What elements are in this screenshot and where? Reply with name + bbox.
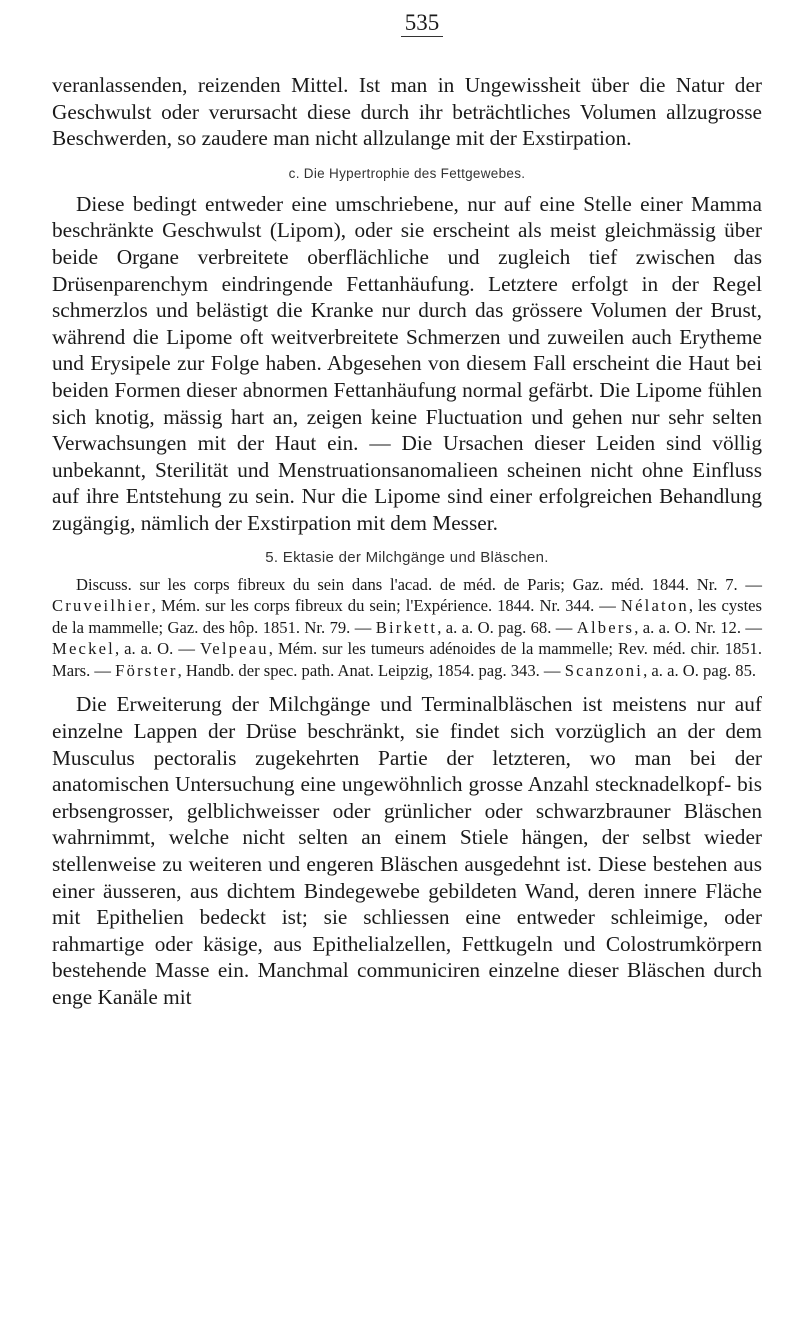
reference-author: Nélaton	[620, 596, 689, 616]
reference-text: , a. a. O. Nr. 12. —	[634, 617, 762, 637]
reference-text: , a. a. O. pag. 85.	[643, 660, 757, 680]
reference-text: , Mém. sur les tumeurs adénoides de la mammelle; Rev. méd. chir. 1851. Mars. —	[52, 639, 762, 680]
paragraph-lipom: Diese bedingt entweder eine umschriebene, nur auf eine Stelle einer Mamma beschränkte Geschwulst (Lipom), oder sie erscheint als meist gleichmässig über beide Organe verbreitete oberflächliche und zugleich tief zwischen das Drüsenparenchym eindringende Fettanhäufung. Letztere erfolgt in der Regel schmerzlos und belästigt die Kranke nur durch das grössere Volumen der Brust, während die Lipome oft weitverbreitete Schmerzen und zuweilen auch Erytheme und Erysipele zur Folge haben. Abgesehen von diesem Fall erscheint die Haut bei beiden Formen dieser abnormen Fettanhäufung normal gefärbt. Die Lipome fühlen sich knotig, mässig hart an, zeigen keine Fluctuation und gehen nur sehr selten Verwachsungen mit der Haut ein. — Die Ursachen dieser Leiden sind völlig unbekannt, Sterilität und Menstruationsanomalieen scheinen nicht ohne Einfluss auf ihre Entstehung zu sein. Nur die Lipome sind einer erfolgreichen Behandlung zugängig, nämlich der Exstirpation mit dem Messer.	[52, 191, 762, 535]
reference-author: Scanzoni	[564, 660, 644, 680]
reference-text: , a. a. O. —	[114, 639, 200, 659]
section-heading-ektasie: 5. Ektasie der Milchgänge und Bläschen.	[265, 548, 549, 566]
reference-text: Discuss. sur les corps fibreux du sein dans l'acad. de méd. de Paris; Gaz. méd. 1844. Nr. 7. —	[76, 574, 762, 594]
paragraph-milchgaenge: Die Erweiterung der Milchgänge und Terminalbläschen ist meistens nur auf einzelne Lappen der Drüse beschränkt, sie findet sich vorzüglich an der dem Musculus pectoralis zugekehrten Partie der letzteren, wo man bei der anatomischen Untersuchung eine ungewöhnlich grosse Anzahl stecknadelkopf- bis erbsengrosser, gelblichweisser oder grünlicher oder schwarzbrauner Bläschen wahrnimmt, welche nicht selten an einem Stiele hängen, der selbst wieder stellenweise zu weiteren und engeren Bläschen ausgedehnt ist. Diese bestehen aus einer äusseren, aus dichtem Bindegewebe gebildeten Wand, deren innere Fläche mit Epithelien bedeckt ist; sie schliessen eine entweder schleimige, oder rahmartige oder käsige, aus Epithelialzellen, Fettkugeln und Colostrumkörpern bestehende Masse ein. Manchmal communiciren einzelne dieser Bläschen durch enge Kanäle mit	[52, 692, 762, 1009]
reference-author: Velpeau	[199, 639, 269, 659]
reference-author: Albers	[576, 617, 635, 637]
reference-author: Meckel	[52, 639, 115, 659]
reference-text: , Mém. sur les corps fibreux du sein; l'Expérience. 1844. Nr. 344. —	[151, 596, 621, 616]
reference-text: , Handb. der spec. path. Anat. Leipzig, 1854. pag. 343. —	[177, 660, 565, 680]
references-block	[52, 574, 762, 682]
reference-text: , a. a. O. pag. 68. —	[437, 617, 577, 637]
reference-text: , les cystes de la mammelle; Gaz. des hôp. 1851. Nr. 79. —	[52, 596, 763, 637]
page-number: 535	[52, 8, 762, 38]
section-heading-hypertrophie: c. Die Hypertrophie des Fettgewebes.	[288, 165, 526, 181]
reference-author: Cruveilhier	[52, 596, 152, 616]
document-page	[52, 8, 762, 1011]
reference-author: Birkett	[375, 617, 438, 637]
reference-author: Förster	[115, 660, 178, 680]
paragraph-exstirpation: veranlassenden, reizenden Mittel. Ist man in Ungewissheit über die Natur der Geschwulst oder verursacht diese durch ihr beträchtliches Volumen allzugrosse Beschwerden, so zaudere man nicht allzulange mit der Exstirpation.	[52, 73, 762, 151]
